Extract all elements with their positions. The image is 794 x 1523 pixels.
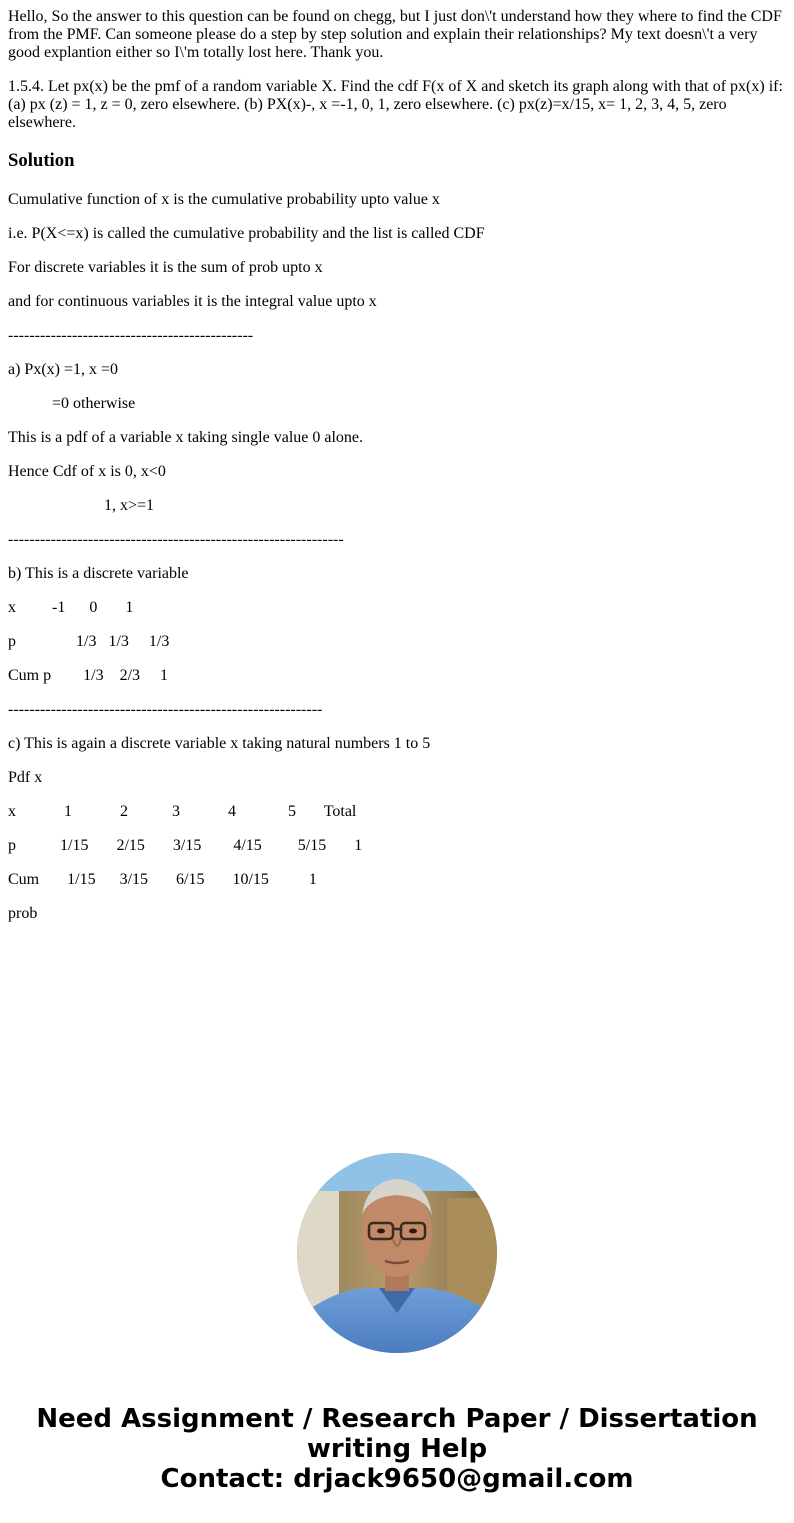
footer-line-1: Need Assignment / Research Paper / Dissertation	[36, 1404, 758, 1434]
solution-line: For discrete variables it is the sum of prob upto x	[8, 259, 323, 276]
table-row: x -1 0 1	[8, 599, 134, 616]
table-row: p 1/15 2/15 3/15 4/15 5/15 1	[8, 837, 363, 854]
divider-line: -----------------------------------------------------------	[8, 701, 323, 718]
solution-line: prob	[8, 905, 38, 922]
solution-line: b) This is a discrete variable	[8, 565, 189, 582]
question-problem: 1.5.4. Let px(x) be the pmf of a random variable X. Find the cdf F(x of X and sketch its graph along with that of px(x) if: (a) px (z) = 1, z = 0, zero elsewhere. (b) PX(x)-, x =-1, 0, 1, zero elsewhere. (c) px(z)=x/15, x= 1, 2, 3, 4, 5, zero elsewhere.	[8, 78, 783, 131]
solution-heading: Solution	[8, 150, 75, 171]
table-row: Cum p 1/3 2/3 1	[8, 667, 169, 684]
solution-line: =0 otherwise	[8, 395, 136, 412]
solution-line: and for continuous variables it is the integral value upto x	[8, 293, 377, 310]
solution-line: a) Px(x) =1, x =0	[8, 361, 119, 378]
tutor-portrait-image	[297, 1153, 497, 1353]
table-row: Cum 1/15 3/15 6/15 10/15 1	[8, 871, 317, 888]
solution-line: Hence Cdf of x is 0, x<0	[8, 463, 166, 480]
divider-line: ---------------------------------------------------------------	[8, 531, 344, 548]
table-row: p 1/3 1/3 1/3	[8, 633, 170, 650]
footer-contact: Contact: drjack9650@gmail.com	[160, 1464, 634, 1494]
footer-line-2: writing Help	[306, 1434, 488, 1464]
promo-footer	[0, 1404, 794, 1494]
solution-line: Cumulative function of x is the cumulative probability upto value x	[8, 191, 440, 208]
table-row: x 1 2 3 4 5 Total	[8, 803, 357, 820]
question-intro: Hello, So the answer to this question can be found on chegg, but I just don\'t understand how they where to find the CDF from the PMF. Can someone please do a step by step solution and explain their relationships? My text doesn\'t a very good explantion either so I\'m totally lost here. Thank you.	[8, 8, 782, 61]
avatar	[297, 1153, 497, 1353]
solution-line: i.e. P(X<=x) is called the cumulative probability and the list is called CDF	[8, 225, 485, 242]
divider-line: ----------------------------------------------	[8, 327, 254, 344]
solution-line: Pdf x	[8, 769, 43, 786]
solution-line: 1, x>=1	[8, 497, 155, 514]
solution-line: This is a pdf of a variable x taking single value 0 alone.	[8, 429, 364, 446]
solution-line: c) This is again a discrete variable x taking natural numbers 1 to 5	[8, 735, 431, 752]
